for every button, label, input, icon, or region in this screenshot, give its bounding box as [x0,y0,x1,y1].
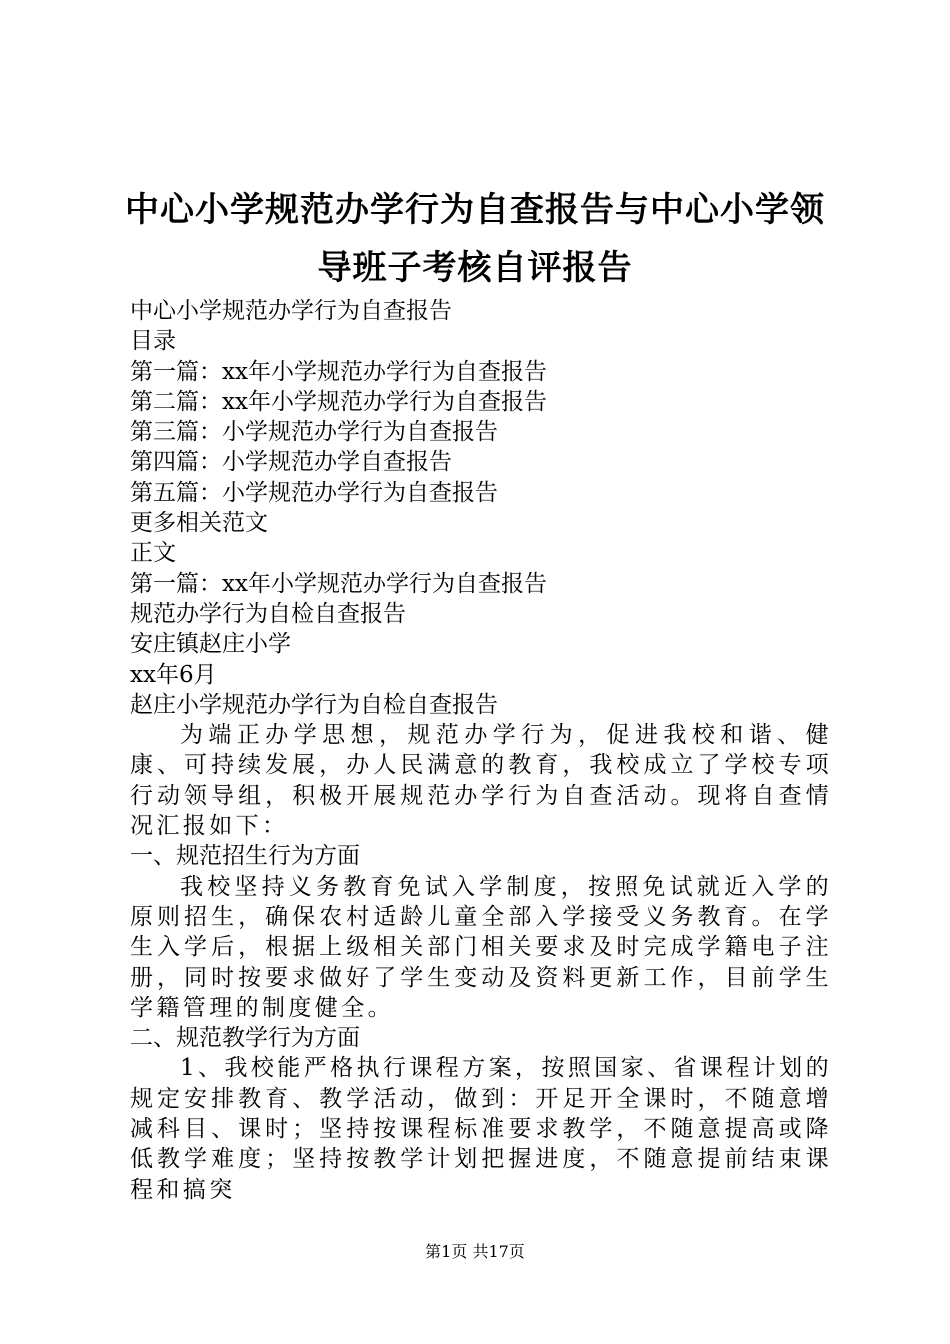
toc-item: 第五篇：小学规范办学行为自查报告 [130,479,498,506]
body-paragraph: 为端正办学思想，规范办学行为，促进我校和谐、健康、可持续发展，办人民满意的教育，我校成立了学校专项行动领导组，积极开展规范办学行为自查活动。现将自查情况汇报如下： [130,722,832,840]
document-title-line-1: 中心小学规范办学行为自查报告与中心小学领 [125,190,825,230]
body-paragraph: 1、我校能严格执行课程方案，按照国家、省课程计划的规定安排教育、教学活动，做到：开足开全课时，不随意增减科目、课时；坚持按课程标准要求教学，不随意提高或降低教学难度；坚持按教学计划把握进度，不随意提前结束课程和搞突 [130,1055,832,1203]
page-footer: 第1页 共17页 [425,1242,525,1261]
section-heading: 一、规范招生行为方面 [130,843,360,870]
main-text-heading: 正文 [130,540,176,567]
document-body [130,296,832,1205]
toc-item: 第一篇：xx年小学规范办学行为自查报告 [130,358,547,385]
toc-heading: 目录 [130,328,176,355]
section-heading: 二、规范教学行为方面 [130,1025,360,1052]
body-paragraph: 我校坚持义务教育免试入学制度，按照免试就近入学的原则招生，确保农村适龄儿童全部入学接受义务教育。在学生入学后，根据上级相关部门相关要求及时完成学籍电子注册，同时按要求做好了学生变动及资料更新工作，目前学生学籍管理的制度健全。 [130,873,832,1021]
report-date: xx年6月 [130,661,217,688]
report-subtitle: 中心小学规范办学行为自查报告 [130,298,452,324]
toc-item: 第四篇：小学规范办学自查报告 [130,449,452,476]
chapter-heading: 第一篇：xx年小学规范办学行为自查报告 [130,570,547,597]
report-heading: 赵庄小学规范办学行为自检自查报告 [130,691,498,718]
report-title: 规范办学行为自检自查报告 [130,600,406,627]
school-name: 安庄镇赵庄小学 [130,631,291,658]
document-title-line-2: 导班子考核自评报告 [317,248,633,288]
toc-item: 第三篇：小学规范办学行为自查报告 [130,419,498,446]
toc-item: 第二篇：xx年小学规范办学行为自查报告 [130,388,547,415]
toc-more: 更多相关范文 [130,510,268,537]
